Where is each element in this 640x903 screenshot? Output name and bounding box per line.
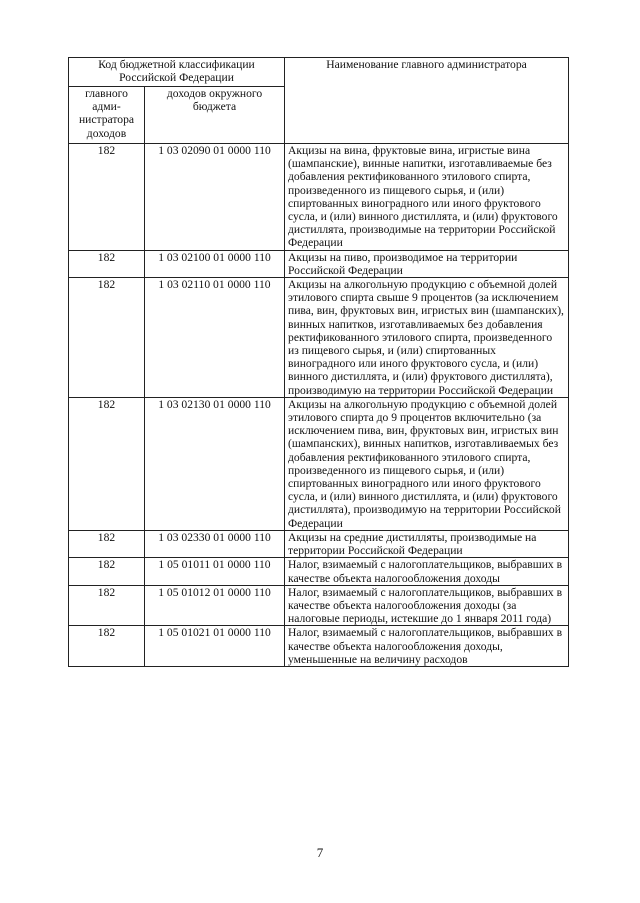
budget-code-cell: 1 05 01021 01 0000 110 <box>145 626 285 667</box>
table-row <box>69 250 569 277</box>
admin-name-cell: Акцизы на алкогольную продукцию с объемной долей этилового спирта до 9 процентов включительно (за исключением пива, вин, фруктовых вин, игристых вин (шампанских), винных напитков, изготавливаемых без добавления ректификованного этилового спирта, произведенного из пищевого сырья, и (или) спиртованных виноградного или иного фруктового сусла, и (или) винного дистиллята, и (или) фруктового дистиллята), производимую на территории Российской Федерации <box>285 397 569 530</box>
table-row <box>69 278 569 398</box>
budget-code-cell: 1 03 02090 01 0000 110 <box>145 144 285 251</box>
budget-code-cell: 1 05 01011 01 0000 110 <box>145 558 285 585</box>
admin-name-cell: Акцизы на вина, фруктовые вина, игристые вина (шампанские), винные напитки, изготавливаемые без добавления ректификованного этилового спирта, произведенного из пищевого сырья, и (или) спиртованных виноградного или иного фруктового сусла, и (или) винного дистиллята, и (или) фруктового дистиллята, производимые на территории Российской Федерации <box>285 144 569 251</box>
budget-classification-table <box>68 57 569 667</box>
admin-name-header: Наименование главного администратора <box>285 58 569 144</box>
table-row <box>69 585 569 626</box>
admin-name-cell: Налог, взимаемый с налогоплательщиков, выбравших в качестве объекта налогообложения доходы <box>285 558 569 585</box>
admin-name-cell: Акцизы на пиво, производимое на территории Российской Федерации <box>285 250 569 277</box>
classification-code-header: Код бюджетной классификации Российской Федерации <box>69 58 285 87</box>
table-row <box>69 626 569 667</box>
table-row <box>69 530 569 557</box>
table-row <box>69 144 569 251</box>
main-admin-header: главного адми-нистратора доходов <box>69 87 145 144</box>
admin-name-cell: Акцизы на средние дистилляты, производимые на территории Российской Федерации <box>285 530 569 557</box>
admin-code-cell: 182 <box>69 250 145 277</box>
budget-code-cell: 1 03 02110 01 0000 110 <box>145 278 285 398</box>
admin-code-cell: 182 <box>69 626 145 667</box>
admin-code-cell: 182 <box>69 558 145 585</box>
admin-code-cell: 182 <box>69 585 145 626</box>
admin-code-cell: 182 <box>69 530 145 557</box>
table-header <box>69 58 569 144</box>
table-body <box>69 144 569 667</box>
admin-name-cell: Налог, взимаемый с налогоплательщиков, выбравших в качестве объекта налогообложения доходы, уменьшенные на величину расходов <box>285 626 569 667</box>
budget-code-cell: 1 03 02100 01 0000 110 <box>145 250 285 277</box>
admin-name-cell: Налог, взимаемый с налогоплательщиков, выбравших в качестве объекта налогообложения доходы (за налоговые периоды, истекшие до 1 января 2011 года) <box>285 585 569 626</box>
admin-code-cell: 182 <box>69 397 145 530</box>
table-row <box>69 397 569 530</box>
district-budget-header: доходов окружного бюджета <box>145 87 285 144</box>
budget-code-cell: 1 03 02130 01 0000 110 <box>145 397 285 530</box>
budget-code-cell: 1 05 01012 01 0000 110 <box>145 585 285 626</box>
admin-name-cell: Акцизы на алкогольную продукцию с объемной долей этилового спирта свыше 9 процентов (за исключением пива, вин, фруктовых вин, игристых вин (шампанских), винных напитков, изготавливаемых без добавления ректификованного этилового спирта, произведенного из пищевого сырья, и (или) спиртованных виноградного или иного фруктового сусла, и (или) винного дистиллята, и (или) фруктового дистиллята), производимую на территории Российской Федерации <box>285 278 569 398</box>
budget-code-cell: 1 03 02330 01 0000 110 <box>145 530 285 557</box>
admin-code-cell: 182 <box>69 144 145 251</box>
admin-code-cell: 182 <box>69 278 145 398</box>
page-number: 7 <box>316 845 324 860</box>
table-row <box>69 558 569 585</box>
